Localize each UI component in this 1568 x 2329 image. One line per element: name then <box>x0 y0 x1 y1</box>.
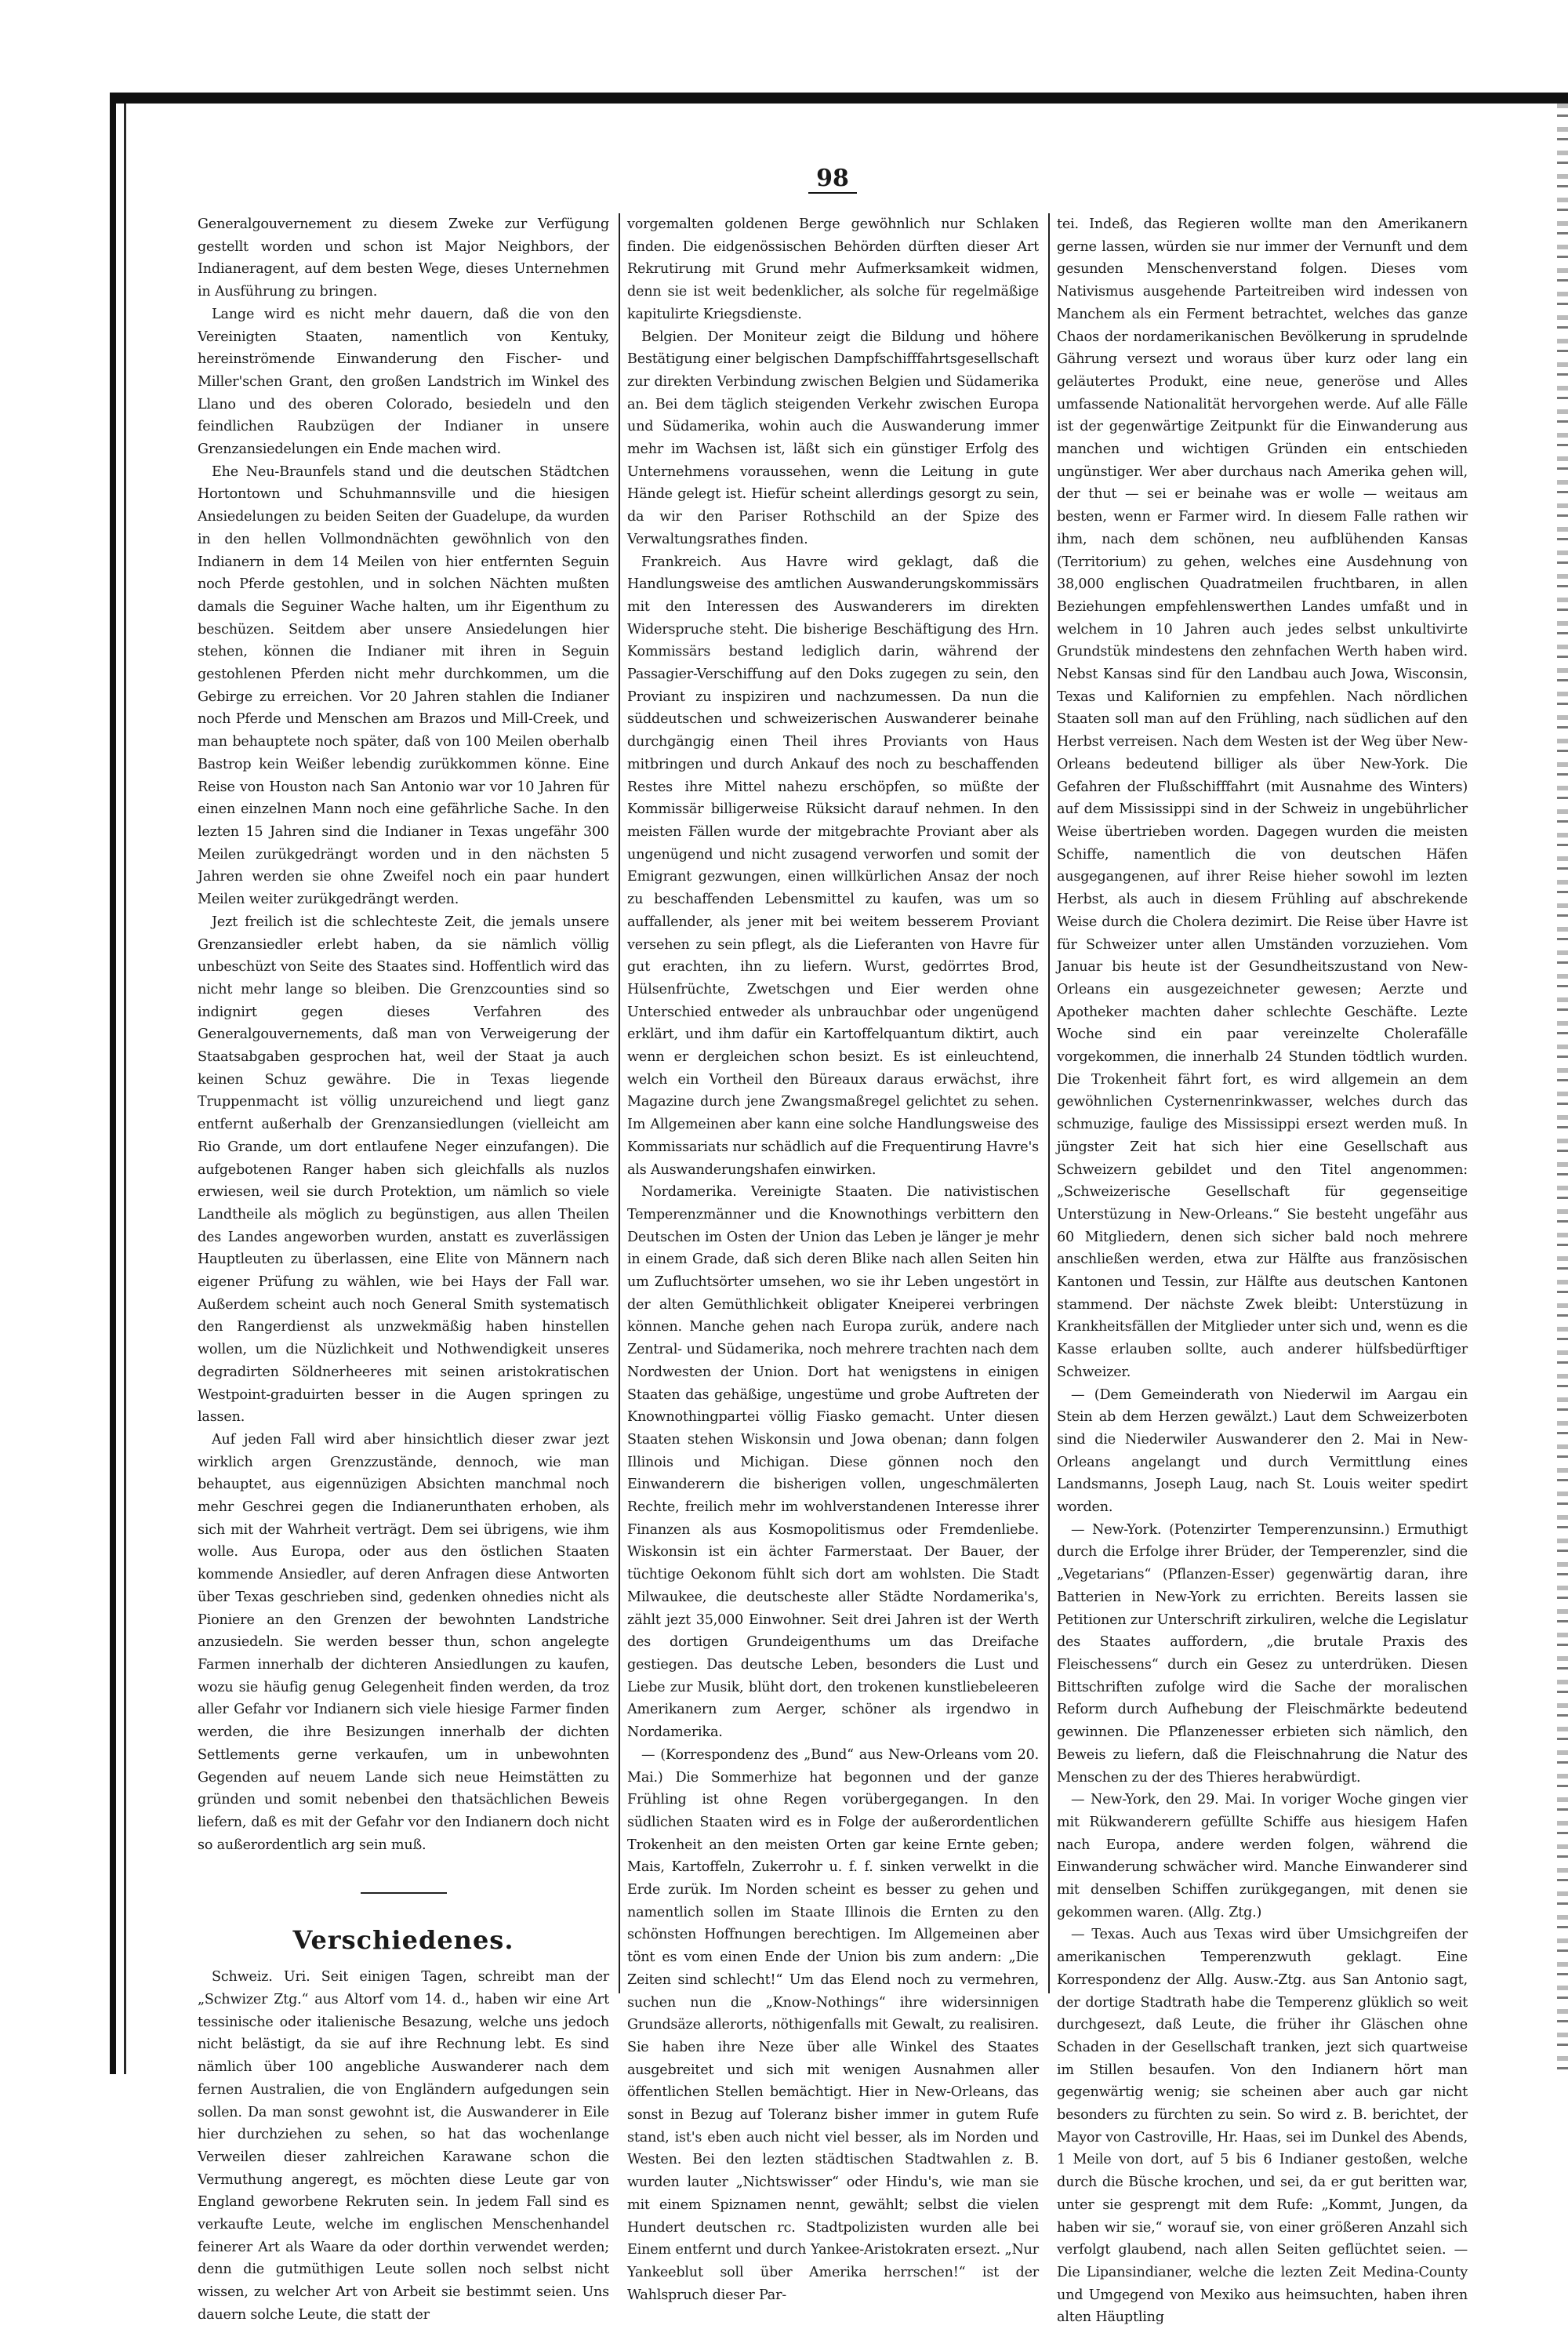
paragraph: Ehe Neu-Braunfels stand und die deutschen Städtchen Hortontown und Schuhmannsville und die hiesigen Ansiedelungen zu beiden Seiten der Guadelupe, da wurden in den hellen Vollmondnächten gewöhnlich von den Indianern in dem 14 Meilen von hier entfernten Seguin noch Pferde gestohlen, und in solchen Nächten mußten damals die Seguiner Wache halten, um ihr Eigenthum zu beschüzen. Seitdem aber unsere Ansiedelungen hier stehen, können die Indianer mit ihren in Seguin gestohlenen Pferden nicht mehr durchkommen, um die Gebirge zu erreichen. Vor 20 Jahren stahlen die Indianer noch Pferde und Menschen am Brazos und Mill-Creek, und man behauptete noch später, daß von 100 Meilen oberhalb Bastrop kein Weißer lebendig zurükkommen könne. Eine Reise von Houston nach San Antonio war vor 10 Jahren für einen einzelnen Mann noch eine gefährliche Sache. In den lezten 15 Jahren sind die Indianer in Texas ungefähr 300 Meilen zurükgedrängt worden und in den nächsten 5 Jahren werden sie ohne Zweifel noch ein paar hundert Meilen weiter zurükgedrängt werden. <box>198 463 609 908</box>
paragraph: Frankreich. Aus Havre wird geklagt, daß die Handlungsweise des amtlichen Auswanderungskommissärs mit den Interessen des Auswanderers im direkten Widerspruche steht. Die bisherige Beschäftigung des Hrn. Kommissärs bestand lediglich darin, während der Passagier-Verschiffung auf den Doks zugegen zu sein, den Proviant zu inspiziren und nachzumessen. Da nun die süddeutschen und schweizerischen Auswanderer beinahe durchgängig einen Theil ihres Proviants von Haus mitbringen und durch Ankauf des noch zu beschaffenden Restes ihre Mittel nahezu erschöpfen, so müßte der Kommissär billigerweise Rüksicht darauf nehmen. In den meisten Fällen wurde der mitgebrachte Proviant aber als ungenügend und nicht zusagend verworfen und somit der Emigrant gezwungen, einen willkürlichen Ansaz der noch zu beschaffenden Lebensmittel zu kaufen, was um so auffallender, als jener mit bei weitem besserem Proviant versehen zu sein pflegt, als die Lieferanten von Havre für gut erachten, ihn zu liefern. Wurst, gedörrtes Brod, Hülsenfrüchte, Zwetschgen und Eier werden ohne Unterschied entweder als unbrauchbar oder ungenügend erklärt, und ihm dafür ein Kartoffelquantum diktirt, auch wenn er dergleichen schon besizt. Es ist einleuchtend, welch ein Vortheil den Büreaux daraus erwächst, ihre Magazine durch jene Zwangsmaßregel gelichtet zu sehen. Im Allgemeinen aber kann eine solche Handlungsweise des Kommissariats nur schädlich auf die Frequentirung Havre's als Auswanderungshafen einwirken. <box>627 554 1039 1178</box>
column-left <box>198 213 609 2323</box>
page-number <box>198 165 1468 192</box>
paragraph: Nordamerika. Vereinigte Staaten. Die nativistischen Temperenzmänner und die Knownothings verbittern den Deutschen im Osten der Union das Leben je länger je mehr in einem Grade, daß sich deren Blike nach allen Seiten hin um Zufluchtsörter umsehen, wo sie ihr Leben ungestört in der alten Gemüthlichkeit obligater Kneiperei verbringen können. Manche gehen nach Europa zurük, andere nach Zentral- und Südamerika, noch mehrere trachten nach dem Nordwesten der Union. Dort hat wenigstens in einigen Staaten das gehäßige, ungestüme und grobe Auftreten der Knownothingpartei völlig Fiasko gemacht. Unter diesen Staaten stehen Wiskonsin und Jowa obenan; dann folgen Illinois und Michigan. Diese gönnen noch den Einwanderern die bisherigen vollen, ungeschmälerten Rechte, freilich mehr im wohlverstandenen Interesse ihrer Finanzen als aus Kosmopolitismus oder Fremdenliebe. Wiskonsin ist ein ächter Farmerstaat. Der Bauer, der tüchtige Oekonom fühlt sich dort am wohlsten. Die Stadt Milwaukee, die deutscheste aller Städte Nordamerika's, zählt jezt 35,000 Einwohner. Seit drei Jahren ist der Werth des dortigen Grundeigenthums um das Dreifache gestiegen. Das deutsche Leben, besonders die Lust und Liebe zur Musik, blüht dort, den trokenen kunstliebeleeren Amerikanern zum Aerger, schöner als irgendwo in Nordamerika. <box>627 1184 1039 1741</box>
column-divider <box>619 213 620 1993</box>
paragraph: Schweiz. Uri. Seit einigen Tagen, schreibt man der „Schwizer Ztg.“ aus Altorf vom 14. d., haben wir eine Art tessinische oder italienische Besazung, welche uns jedoch nicht belästigt, da sie auf ihre Rechnung lebt. Es sind nämlich über 100 angebliche Auswanderer nach dem fernen Australien, die von Engländern aufgedungen sein sollen. Da man sonst gewohnt ist, die Auswanderer in Eile hier durchziehen zu sehen, so hat das wochenlange Verweilen dieser zahlreichen Karawane schon die Vermuthung angeregt, es möchten diese Leute gar von England geworbene Rekruten sein. In jedem Fall sind es verkaufte Leute, welche im englischen Menschenhandel feinerer Art als Waare da oder dorthin verwendet werden; denn die gutmüthigen Leute sollen noch selbst nicht wissen, zu welcher Art von Arbeit sie bestimmt seien. Uns dauern solche Leute, die statt der <box>198 1969 609 2323</box>
column-middle <box>627 213 1039 2303</box>
section-rule <box>361 1892 447 1894</box>
article-columns <box>198 213 1468 2326</box>
paragraph: — New-York, den 29. Mai. In voriger Woche gingen vier mit Rükwanderern gefüllte Schiffe aus hiesigem Hafen nach Europa, andere werden folgen, während die Einwanderung schwächer wird. Manche Einwanderer sind mit denselben Schiffen zurükgegangen, mit denen sie gekommen waren. (Allg. Ztg.) <box>1057 1792 1468 1920</box>
page-number-text: 98 <box>808 165 857 194</box>
column-right <box>1057 213 1468 2326</box>
paragraph: Generalgouvernement zu diesem Zweke zur Verfügung gestellt worden und schon ist Major Neighbors, der Indianeragent, auf dem besten Wege, dieses Unternehmen in Ausführung zu bringen. <box>198 216 609 300</box>
paragraph: tei. Indeß, das Regieren wollte man den Amerikanern gerne lassen, würden sie nur immer der Vernunft und dem gesunden Menschenverstand folgen. Dieses vom Nativismus ausgehende Parteitreiben wird indessen von Manchem als ein Ferment betrachtet, welches das ganze Chaos der nordamerikanischen Bevölkerung in sprudelnde Gährung versezt und woraus über kurz oder lang ein geläutertes Produkt, eine neue, generöse und Alles umfassende Nationalität hervorgehen werde. Auf alle Fälle ist der gegenwärtige Zeitpunkt für die Einwanderung aus manchen und wichtigen Gründen ein entschieden ungünstiger. Wer aber durchaus nach Amerika gehen will, der thut — sei er beinahe was er wolle — weitaus am besten, wenn er Farmer wird. In diesem Falle rathen wir ihm, nach dem schönen, neu aufblühenden Kansas (Territorium) zu gehen, welches eine Ausdehnung von 38,000 englischen Quadratmeilen fruchtbaren, in allen Beziehungen empfehlenswerthen Landes umfaßt und in welchem in 10 Jahren auch jedes selbst unkultivirte Grundstük mindestens den zehnfachen Werth haben wird. Nebst Kansas sind für den Landbau auch Jowa, Wisconsin, Texas und Kalifornien zu empfehlen. Nach nördlichen Staaten soll man auf den Frühling, nach südlichen auf den Herbst verreisen. Nach dem Westen ist der Weg über New-Orleans bedeutend billiger als über New-York. Die Gefahren der Flußschifffahrt (mit Ausnahme des Winters) auf dem Mississippi sind in der Schweiz in ungebührlicher Weise übertrieben worden. Dagegen wurden die meisten Schiffe, namentlich die von deutschen Häfen ausgegangenen, auf ihrer Reise hieher sowohl im lezten Herbst, als auch in diesem Frühling auf abschrekende Weise durch die Cholera dezimirt. Die Reise über Havre ist für Schweizer unter allen Umständen vorzuziehen. Vom Januar bis heute ist der Gesundheitszustand von New-Orleans ein ausgezeichneter gewesen; Aerzte und Apotheker machten daher schlechte Geschäfte. Lezte Woche sind ein paar vereinzelte Cholerafälle vorgekommen, die innerhalb 24 Stunden tödtlich wurden. Die Trokenheit fährt fort, es wird allgemein an dem gewöhnlichen Cysternenrinkwasser, welches durch das schmuzige, faulige des Mississippi ersezt werden muß. In jüngster Zeit hat sich hier eine Gesellschaft aus Schweizern gebildet und den Titel angenommen: „Schweizerische Gesellschaft für gegenseitige Unterstüzung in New-Orleans.“ Sie besteht ungefähr aus 60 Mitgliedern, denen sich sicher bald noch mehrere anschließen werden, etwa zur Hälfte aus französischen Kantonen und Tessin, zur Hälfte aus deutschen Kantonen stammend. Der nächste Zwek bleibt: Unterstüzung in Krankheitsfällen der Mitglieder unter sich und, wenn es die Kasse erlauben sollte, auch anderer hülfsbedürftiger Schweizer. <box>1057 216 1468 1380</box>
paragraph: Auf jeden Fall wird aber hinsichtlich dieser zwar jezt wirklich argen Grenzzustände, dennoch, wie man behauptet, aus eigennüzigen Absichten manchmal noch mehr Geschrei gegen die Indianerunthaten erhoben, als sich mit der Wahrheit verträgt. Dem sei übrigens, wie ihm wolle. Aus Europa, oder aus den östlichen Staaten kommende Ansiedler, auf deren Anfragen diese Antworten über Texas geschrieben sind, gedenken ohnedies nicht als Pioniere an den Grenzen der bewohnten Landstriche anzusiedeln. Sie werden besser thun, schon angelegte Farmen innerhalb der dichteren Ansiedlungen zu kaufen, wozu sie häufig genug Gelegenheit finden werden, da troz aller Gefahr vor Indianern sich viele hiesige Farmer finden werden, die ihre Besizungen innerhalb der dichten Settlements gerne verkaufen, um in unbewohnten Gegenden auf neuem Lande sich neue Heimstätten zu gründen und somit nebenbei den thatsächlichen Beweis liefern, daß es mit der Gefahr vor den Indianern doch nicht so außerordentlich arg sein muß. <box>198 1431 609 1853</box>
paragraph: Lange wird es nicht mehr dauern, daß die von den Vereinigten Staaten, namentlich von Kentuky, hereinströmende Einwanderung den Fischer- und Miller'schen Grant, den großen Landstrich im Winkel des Llano und des oberen Colorado, besiedeln und den feindlichen Raubzügen der Indianer in unsere Grenzansiedelungen ein Ende machen wird. <box>198 306 609 458</box>
paragraph: — Texas. Auch aus Texas wird über Umsichgreifen der amerikanischen Temperenzwuth geklagt. Eine Korrespondenz der Allg. Ausw.-Ztg. aus San Antonio sagt, der dortige Stadtrath habe die Temperenz glüklich so weit durchgesezt, daß Leute, die früher ihr Gläschen ohne Schaden in der Gesellschaft tranken, jezt sich quartweise im Stillen besaufen. Von den Indianern hört man gegenwärtig wenig; sie scheinen aber auch gar nicht besonders zu fürchten zu sein. So wird z. B. berichtet, der Mayor von Castroville, Hr. Haas, sei im Dunkel des Abends, 1 Meile von dort, auf 5 bis 6 Indianer gestoßen, welche durch die Büsche krochen, und sei, da er gut beritten war, unter sie gesprengt mit dem Rufe: „Kommt, Jungen, da haben wir sie,“ worauf sie, von einer größeren Anzahl sich verfolgt glaubend, nach allen Seiten geflüchtet seien. — Die Lipansindianer, welche die lezten Zeit Medina-County und Umgegend von Mexiko aus heimsuchten, haben ihren alten Häuptling <box>1057 1927 1468 2326</box>
scan-page-edge <box>124 104 126 2074</box>
scan-bleed-edge <box>1557 104 1568 2074</box>
paragraph: Belgien. Der Moniteur zeigt die Bildung und höhere Bestätigung einer belgischen Dampfschifffahrtsgesellschaft zur direkten Verbindung zwischen Belgien und Südamerika an. Bei dem täglich steigenden Verkehr zwischen Europa und Südamerika, wohin auch die Auswanderung immer mehr im Wachsen ist, läßt sich ein günstiger Erfolg des Unternehmens voraussehen, wenn die Leitung in gute Hände gelegt ist. Hiefür scheint allerdings gesorgt zu sein, da wir den Pariser Rothschild an der Spize des Verwaltungsrathes finden. <box>627 329 1039 547</box>
paragraph: — New-York. (Potenzirter Temperenzunsinn.) Ermuthigt durch die Erfolge ihrer Brüder, der Temperenzler, sind die „Vegetarians“ (Pflanzen-Esser) gegenwärtig daran, ihre Batterien in New-York zu errichten. Bereits lassen sie Petitionen zur Unterschrift zirkuliren, welche die Legislatur des Staates auffordern, „die brutale Praxis des Fleischessens“ durch ein Gesez zu unterdrüken. Diesen Bittschriften zufolge wird die Sache der moralischen Reform durch Aufhebung der Fleischmärkte bedeutend gewinnen. Die Pflanzenesser erbieten sich nämlich, den Beweis zu liefern, daß die Fleischnahrung die Natur des Menschen zu der des Thieres herabwürdigt. <box>1057 1521 1468 1786</box>
column-divider <box>1048 213 1050 1993</box>
paragraph: vorgemalten goldenen Berge gewöhnlich nur Schlaken finden. Die eidgenössischen Behörden dürften dieser Art Rekrutirung mit Grund mehr Aufmerksamkeit widmen, denn sie ist weit bedenklicher, als solche für regelmäßige kapitulirte Kriegsdienste. <box>627 216 1039 322</box>
paragraph: — (Korrespondenz des „Bund“ aus New-Orleans vom 20. Mai.) Die Sommerhize hat begonnen und der ganze Frühling ist ohne Regen vorübergegangen. In den südlichen Staaten wird es in Folge der außerordentlichen Trokenheit an den meisten Orten gar keine Ernte geben; Mais, Kartoffeln, Zukerrohr u. f. f. sinken verwelkt in die Erde zurük. Im Norden scheint es besser zu gehen und namentlich sollen im Staate Illinois die Ernten zu den schönsten Hoffnungen berechtigen. Im Allgemeinen aber tönt es vom einen Ende der Union bis zum andern: „Die Zeiten sind schlecht!“ Um das Elend noch zu vermehren, suchen nun die „Know-Nothings“ ihre widersinnigen Grundsäze allerorts, nöthigenfalls mit Gewalt, zu realisiren. Sie haben ihre Neze über alle Winkel des Staates ausgebreitet und sich mit wenigen Ausnahmen aller öffentlichen Stellen bemächtigt. Hier in New-Orleans, das sonst in Bezug auf Toleranz bisher immer in gutem Rufe stand, ist's eben auch nicht viel besser, als im Norden und Westen. Bei den lezten städtischen Stadtwahlen z. B. wurden lauter „Nichtswisser“ oder Hindu's, wie man sie mit einem Spiznamen nennt, gewählt; selbst die vielen Hundert deutschen rc. Stadtpolizisten wurden alle bei Einem entfernt und durch Yankee-Aristokraten ersezt. „Nur Yankeeblut soll über Amerika herrschen!“ ist der Wahlspruch dieser Par- <box>627 1746 1039 2303</box>
paragraph: — (Dem Gemeinderath von Niederwil im Aargau ein Stein ab dem Herzen gewälzt.) Laut dem Schweizerboten sind die Niederwiler Auswanderer den 2. Mai in New-Orleans angelangt und durch Vermittlung eines Landsmanns, Joseph Laug, nach St. Louis weiter spedirt worden. <box>1057 1386 1468 1516</box>
scan-border-left <box>110 93 116 2074</box>
scan-border-top <box>110 93 1568 104</box>
section-heading: Verschiedenes. <box>292 1925 514 1956</box>
newspaper-page <box>198 165 1468 2326</box>
paragraph: Jezt freilich ist die schlechteste Zeit, die jemals unsere Grenzansiedler erlebt haben, da sie nämlich völlig unbeschüzt von Seite des Staates sind. Hoffentlich wird das nicht mehr lange so bleiben. Die Grenzcounties sind so indignirt gegen dieses Verfahren des Generalgouvernements, daß man von Verweigerung der Staatsabgaben gesprochen hat, weil der Staat ja auch keinen Schuz gewähre. Die in Texas liegende Truppenmacht ist völlig unzureichend und liegt ganz entfernt außerhalb der Grenzansiedlungen (vielleicht am Rio Grande, um dort entlaufene Neger einzufangen). Die aufgebotenen Ranger haben sich gleichfalls als nuzlos erwiesen, weil sie durch Protektion, um nämlich so viele Landtheile als möglich zu begünstigen, aus allen Theilen des Landes angeworben wurden, anstatt es zuverlässigen Hauptleuten zu überlassen, eine Elite von Männern nach eigener Prüfung zu wählen, wie bei Hays der Fall war. Außerdem scheint auch noch General Smith systematisch den Rangerdienst als unzwekmäßig haben hinstellen wollen, um die Nüzlichkeit und Nothwendigkeit unseres degradirten Söldnerheeres mit seinen aristokratischen Westpoint-graduirten besser in die Augen springen zu lassen. <box>198 914 609 1426</box>
